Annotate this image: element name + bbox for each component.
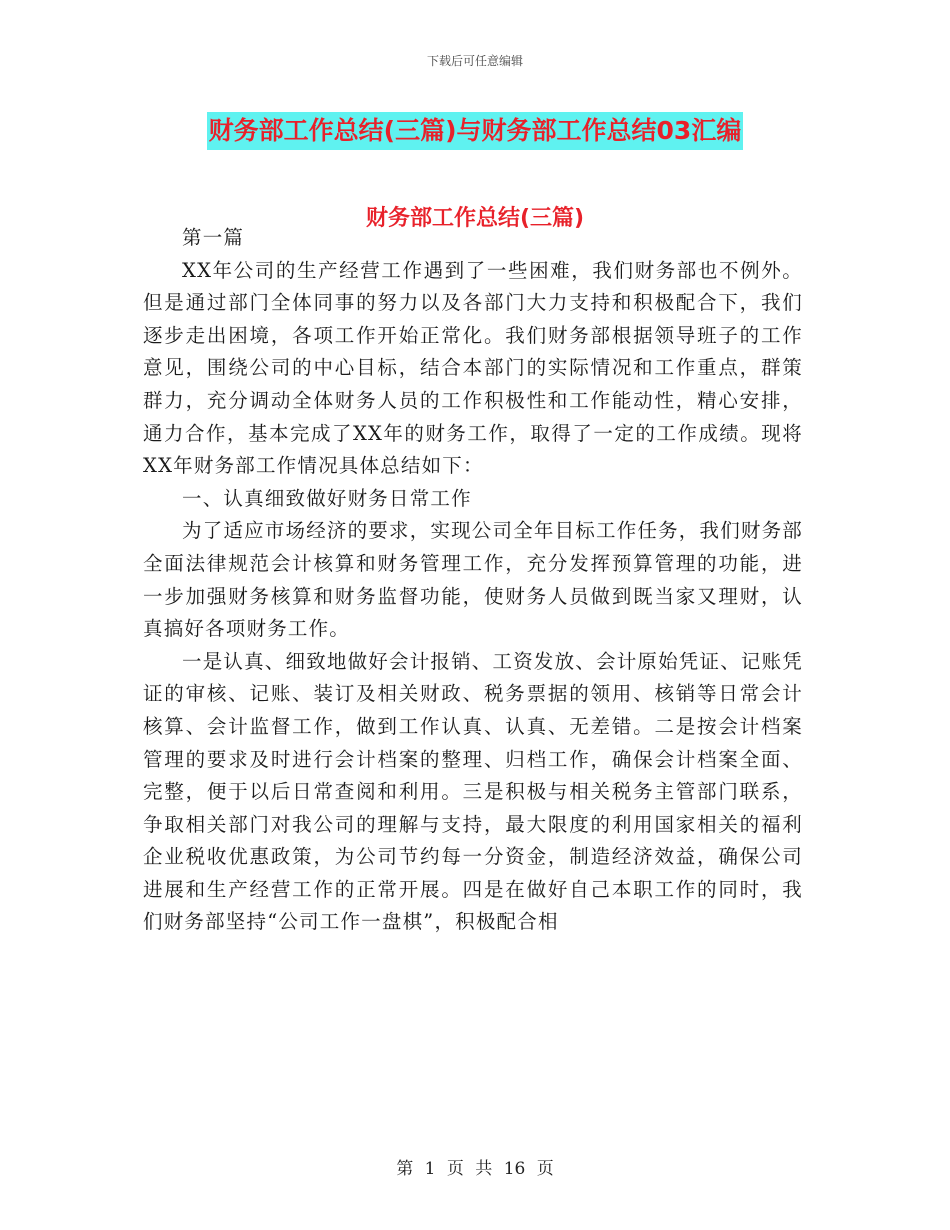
page-footer: 第 1 页 共 16 页 — [396, 1159, 554, 1179]
section-title: 财务部工作总结(三篇) — [365, 206, 585, 231]
paragraph-intro: XX年公司的生产经营工作遇到了一些困难，我们财务部也不例外。但是通过部门全体同事的努力以及各部门大力支持和积极配合下，我们逐步走出困境，各项工作开始正常化。我们财务部根据领导班子的工作意见，围绕公司的中心目标，结合本部门的实际情况和工作重点，群策群力，充分调动全体财务人员的工作积极性和工作能动性，精心安排，通力合作，基本完成了XX年的财务工作，取得了一定的工作成绩。现将XX年财务部工作情况具体总结如下： — [143, 258, 803, 478]
paragraph-details: 一是认真、细致地做好会计报销、工资发放、会计原始凭证、记账凭证的审核、记账、装订及相关财政、税务票据的领用、核销等日常会计核算、会计监督工作，做到工作认真、认真、无差错。二是按会计档案管理的要求及时进行会计档案的整理、归档工作，确保会计档案全面、完整，便于以后日常查阅和利用。三是积极与相关税务主管部门联系，争取相关部门对我公司的理解与支持，最大限度的利用国家相关的福利企业税收优惠政策，为公司节约每一分资金，制造经济效益，确保公司进展和生产经营工作的正常开展。四是在做好自己本职工作的同时，我们财务部坚持“公司工作一盘棋”，积极配合相 — [143, 649, 804, 934]
paragraph-purpose: 为了适应市场经济的要求，实现公司全年目标工作任务，我们财务部全面法律规范会计核算和财务管理工作，充分发挥预算管理的功能，进一步加强财务核算和财务监督功能，使财务人员做到既当家又理财，认真搞好各项财务工作。 — [143, 519, 804, 641]
main-title — [0, 112, 950, 150]
paragraph-heading-first: 第一篇 — [182, 226, 245, 249]
paragraph-heading-one: 一、认真细致做好财务日常工作 — [182, 486, 472, 510]
body-text — [143, 222, 803, 939]
header-note: 下载后可任意编辑 — [426, 54, 523, 68]
main-title-text: 财务部工作总结(三篇)与财务部工作总结03汇编 — [207, 112, 744, 150]
